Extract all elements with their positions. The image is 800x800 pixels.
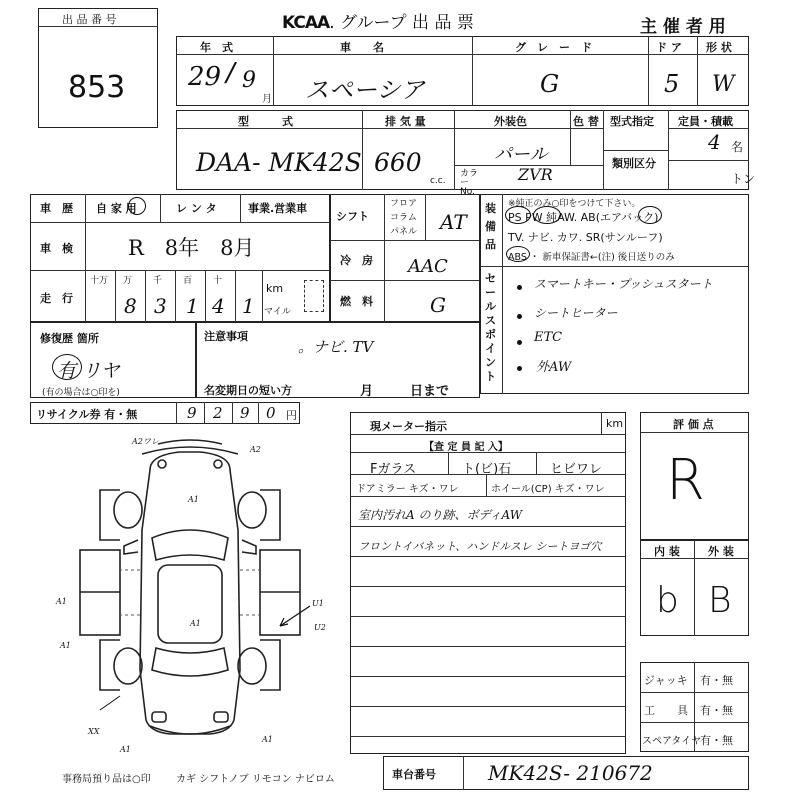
score-value: R xyxy=(666,448,705,513)
notes-value: 。ナビ. TV xyxy=(298,338,374,356)
exterior-value: B xyxy=(708,580,732,621)
grade-label: グ レ ー ド xyxy=(515,41,592,54)
organizer-label: 主 催 者 用 xyxy=(640,17,726,37)
inspection-label: 車 検 xyxy=(40,242,73,255)
notes-label: 注意事項 xyxy=(204,330,248,343)
miles-checkbox xyxy=(304,280,324,312)
rental-label: レ ン タ xyxy=(176,202,217,215)
tools-option: 有・無 xyxy=(700,704,733,717)
name-change-day: 日まで xyxy=(410,384,450,399)
recycle-digit: 9 xyxy=(240,404,250,422)
crack-label: ヒビワレ xyxy=(550,462,603,477)
damage-mark: A2ワレ xyxy=(132,437,159,446)
interior-label: 内 装 xyxy=(654,545,680,558)
digit-label-100: 百 xyxy=(183,276,193,286)
meter-label: 現メーター指示 xyxy=(370,420,447,433)
sales-point-item: ETC xyxy=(534,330,563,345)
damage-mark: A1 xyxy=(60,641,71,650)
repair-note: (有の場合は○印を) xyxy=(42,388,120,398)
doors-label: ド ア xyxy=(656,41,682,54)
sales-point-item: 外AW xyxy=(536,360,572,375)
model-label: 型 式 xyxy=(238,115,293,128)
ac-label: 冷 房 xyxy=(340,254,373,267)
capacity-unit-ton: トン xyxy=(731,172,756,186)
inspector-note-1: 室内汚れA のり跡、ボディAW xyxy=(358,508,523,522)
jack-label: ジャッキ xyxy=(644,674,688,687)
month-value: 9 xyxy=(242,68,256,93)
mileage-digit: 1 xyxy=(186,294,199,318)
floor-label: フロア xyxy=(390,199,418,209)
type-designation-label: 型式指定 xyxy=(610,115,654,128)
km-label: km xyxy=(266,282,284,295)
color-change-label: 色 替 xyxy=(573,115,599,128)
ps-circle xyxy=(505,206,531,224)
model-value: DAA- MK42S xyxy=(196,148,362,177)
business-label: 事業.営業車 xyxy=(248,202,308,215)
car-name-label: 車 名 xyxy=(340,41,384,54)
damage-mark: A1 xyxy=(188,495,199,504)
sales-points-label: セールスポイント xyxy=(485,272,496,383)
mileage-digit: 3 xyxy=(154,294,167,318)
recycle-unit: 円 xyxy=(286,409,297,422)
keys-list: カギ シフトノブ リモコン ナビロム xyxy=(176,774,335,785)
exterior-color-label: 外装色 xyxy=(494,115,527,128)
chassis-label: 車台番号 xyxy=(392,768,436,781)
damage-mark: A1 xyxy=(262,735,273,744)
cc-unit: c.c. xyxy=(430,176,446,186)
inspector-entry-label: 【査 定 員 記 入】 xyxy=(424,442,508,453)
interior-value: b xyxy=(656,580,679,621)
pw-circle xyxy=(533,206,561,224)
equipment-label: 装 備 品 xyxy=(485,202,496,251)
displacement-label: 排 気 量 xyxy=(385,115,426,128)
digit-label-100k: 十万 xyxy=(90,276,109,286)
exterior-label: 外 装 xyxy=(708,545,734,558)
mileage-digit: 4 xyxy=(212,294,225,318)
brand-logo: KCAA xyxy=(282,13,330,33)
recycle-label: リサイクル券 有・無 xyxy=(36,408,138,421)
score-label: 評 価 点 xyxy=(673,418,714,431)
history-label: 車 歴 xyxy=(40,202,73,215)
spare-tire-option: 有・無 xyxy=(700,734,733,747)
digit-label-10k: 万 xyxy=(123,276,133,286)
digit-label-10: 十 xyxy=(213,276,223,286)
repair-label: 修復歴 箇所 xyxy=(40,332,99,345)
color-no-label: カラー No. xyxy=(460,169,479,197)
sales-point-item: シートヒーター xyxy=(534,306,618,320)
mileage-label: 走 行 xyxy=(40,292,73,305)
equipment-line-3: ABS ・ 新車保証書←(注) 後日送りのみ xyxy=(508,252,675,263)
damage-mark: A2 xyxy=(250,445,261,454)
damage-mark: U2 xyxy=(314,623,326,632)
shift-value: AT xyxy=(440,210,467,234)
f-glass-label: Fガラス xyxy=(370,462,417,477)
equipment-line-1: PS PW 純AW. AB(エアバック) xyxy=(508,211,659,224)
month-unit: 月 xyxy=(262,94,272,105)
year-label: 年 式 xyxy=(200,41,233,54)
recycle-digit: 9 xyxy=(187,404,197,422)
lot-number-label: 出 品 番 号 xyxy=(62,13,117,26)
tools-label: 工 具 xyxy=(644,704,688,717)
mileage-digit: 1 xyxy=(242,294,255,318)
doors-value: 5 xyxy=(664,70,680,98)
equipment-line-2: TV. ナビ. カワ. SR(サンルーフ) xyxy=(508,231,663,244)
damage-mark: A1 xyxy=(120,745,131,754)
miles-label: マイル xyxy=(264,307,291,317)
lot-number: 853 xyxy=(68,70,126,105)
panel-label: パネル xyxy=(390,227,418,237)
jack-option: 有・無 xyxy=(700,674,733,687)
form-title: KCAA. グループ 出 品 票 xyxy=(282,13,474,33)
ab-circle xyxy=(638,206,662,224)
capacity-label: 定員・積載 xyxy=(678,115,733,128)
spare-tire-label: スペアタイヤ xyxy=(642,736,702,747)
equipment-note: ※純正のみ○印をつけて下さい。 xyxy=(508,199,641,209)
recycle-digit: 0 xyxy=(266,404,276,422)
wheel-label: ホイール(CP) キズ・ワレ xyxy=(491,484,605,495)
grade-value: G xyxy=(540,70,560,98)
year-value: 29 xyxy=(188,62,222,92)
capacity-value: 4 xyxy=(708,130,721,154)
mileage-digit: 8 xyxy=(124,294,137,318)
capacity-unit-people: 名 xyxy=(731,140,744,154)
meter-unit: km xyxy=(606,417,624,430)
fuel-label: 燃 料 xyxy=(340,295,373,308)
shift-label: シフト xyxy=(336,210,369,223)
fuel-value: G xyxy=(430,293,446,317)
digit-label-1k: 千 xyxy=(153,276,163,286)
exterior-color-value: パール xyxy=(494,144,548,165)
stone-chip-label: ト(ビ)石 xyxy=(462,462,512,477)
chassis-value: MK42S- 210672 xyxy=(488,761,653,785)
car-name-value: スペーシア xyxy=(305,76,425,104)
sales-point-item: スマートキー・プッシュスタート xyxy=(534,277,713,291)
color-no-value: ZVR xyxy=(518,165,553,184)
damage-mark: A1 xyxy=(56,597,67,606)
office-note: 事務局預り品は○印 xyxy=(62,774,151,785)
column-label: コラム xyxy=(390,213,417,223)
shape-label: 形 状 xyxy=(706,41,732,54)
name-change-month: 月 xyxy=(360,384,374,399)
name-change-label: 名変期日の短い方 xyxy=(204,384,292,397)
class-label: 類別区分 xyxy=(612,157,656,170)
inspector-note-2: フロントイバネット、ハンドルスレ シートヨゴ穴 xyxy=(358,540,602,553)
private-use-circle xyxy=(128,197,146,215)
damage-mark: A1 xyxy=(190,619,201,628)
damage-mark: XX xyxy=(88,727,100,736)
door-mirror-label: ドアミラー キズ・ワレ xyxy=(356,484,459,495)
damage-mark: U1 xyxy=(312,599,324,608)
displacement-value: 660 xyxy=(374,148,422,177)
abs-circle xyxy=(506,246,530,262)
private-use-label: 自 家 用 xyxy=(96,202,137,215)
ac-value: AAC xyxy=(408,256,448,277)
inspection-value: R 8年 8月 xyxy=(128,236,255,260)
vehicle-damage-diagram xyxy=(40,430,340,760)
recycle-digit: 2 xyxy=(213,404,223,422)
shape-value: W xyxy=(712,72,735,97)
repair-value: 有 リヤ xyxy=(57,360,120,382)
